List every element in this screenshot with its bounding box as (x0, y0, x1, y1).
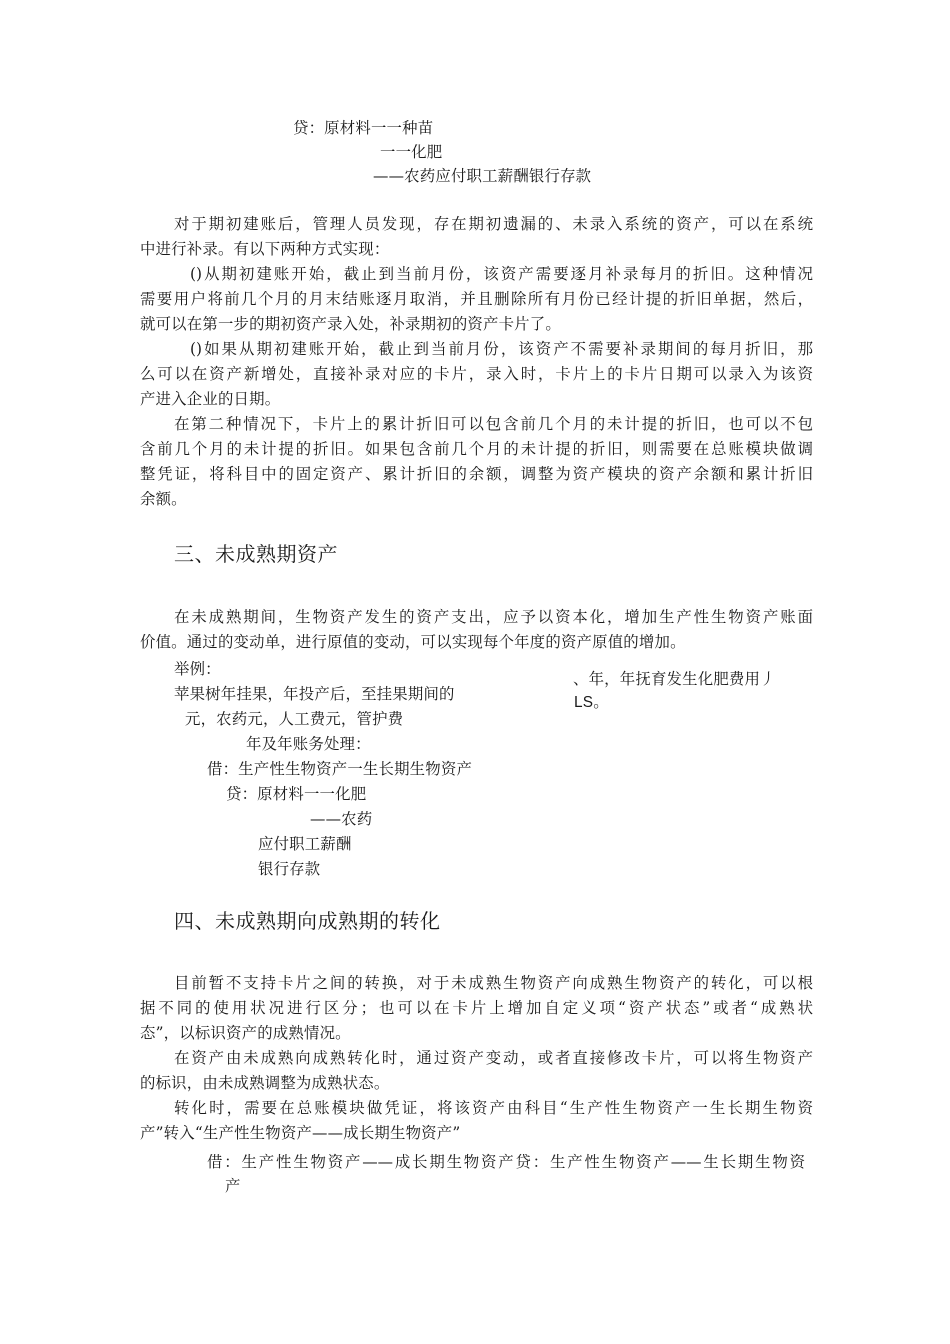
example-credit-sub1: ——农药 (310, 810, 373, 828)
example-line1: 苹果树年挂果，年投产后，至挂果期间的 (174, 685, 455, 703)
section4-para1-line2: 据不同的使用状况进行区分；也可以在卡片上增加自定义项“资产状态”或者“成熟状 (140, 999, 813, 1017)
example-right-line1: 、年，年抚育发生化肥费用丿 (573, 670, 776, 688)
section4-heading: 四、未成熟期向成熟期的转化 (174, 909, 441, 933)
example-line3: 年及年账务处理： (246, 735, 371, 753)
option2-line3: 产进入企业的日期。 (140, 390, 281, 408)
entry1-credit: 贷：原材料一一种苗 (293, 119, 434, 137)
option2-line1: ()如果从期初建账开始，截止到当前月份，该资产不需要补录期间的每月折旧，那 (190, 340, 813, 358)
section3-heading: 三、未成熟期资产 (174, 542, 338, 566)
section4-entry-line2: 产 (225, 1177, 241, 1195)
section4-para3-line1: 转化时，需要在总账模块做凭证，将该资产由科目“生产性生物资产一生长期生物资 (174, 1099, 813, 1117)
section4-para2-line2: 的标识，由未成熟调整为成熟状态。 (140, 1074, 390, 1092)
para1-line2: 中进行补录。有以下两种方式实现： (140, 240, 390, 258)
section4-para2-line1: 在资产由未成熟向成熟转化时，通过资产变动，或者直接修改卡片，可以将生物资产 (174, 1049, 813, 1067)
example-credit-sub3: 银行存款 (258, 860, 321, 878)
option2-line2: 么可以在资产新增处，直接补录对应的卡片，录入时，卡片上的卡片日期可以录入为该资 (140, 365, 813, 383)
section3-para-line2: 价值。通过的变动单，进行原值的变动，可以实现每个年度的资产原值的增加。 (140, 633, 686, 651)
section4-para3-line2: 产”转入“生产性生物资产——成长期生物资产” (140, 1124, 461, 1142)
section4-para1-line3: 态”，以标识资产的成熟情况。 (140, 1024, 351, 1042)
example-credit-sub2: 应付职工薪酬 (258, 835, 352, 853)
example-debit: 借：生产性生物资产一生长期生物资产 (207, 760, 473, 778)
para2-line2: 含前几个月的未计提的折旧。如果包含前几个月的未计提的折旧，则需要在总账模块做调 (140, 440, 813, 458)
section4-entry-line1: 借：生产性生物资产——成长期生物资产贷：生产性生物资产——生长期生物资 (207, 1153, 805, 1171)
para2-line3: 整凭证，将科目中的固定资产、累计折旧的余额，调整为资产模块的资产余额和累计折旧 (140, 465, 813, 483)
section4-para1-line1: 目前暂不支持卡片之间的转换，对于未成熟生物资产向成熟生物资产的转化，可以根 (174, 974, 813, 992)
entry1-sub1: 一一化肥 (380, 143, 443, 161)
para2-line1: 在第二种情况下，卡片上的累计折旧可以包含前几个月的未计提的折旧，也可以不包 (174, 415, 813, 433)
option1-line1: ()从期初建账开始，截止到当前月份，该资产需要逐月补录每月的折旧。这种情况 (190, 265, 813, 283)
entry1-sub2: ——农药应付职工薪酬银行存款 (373, 167, 592, 185)
example-right-line2: LS。 (574, 694, 609, 711)
option1-line2: 需要用户将前几个月的月末结账逐月取消，并且删除所有月份已经计提的折旧单据，然后， (140, 290, 813, 308)
para1-line1: 对于期初建账后，管理人员发现，存在期初遗漏的、未录入系统的资产，可以在系统 (174, 215, 813, 233)
example-line2: 元，农药元，人工费元，管护费 (185, 710, 404, 728)
para2-line4: 余额。 (140, 490, 187, 508)
example-credit: 贷：原材料一一化肥 (226, 785, 367, 803)
section3-para-line1: 在未成熟期间，生物资产发生的资产支出，应予以资本化，增加生产性生物资产账面 (174, 608, 813, 626)
option1-line3: 就可以在第一步的期初资产录入处，补录期初的资产卡片了。 (140, 315, 561, 333)
example-label: 举例： (174, 660, 221, 678)
